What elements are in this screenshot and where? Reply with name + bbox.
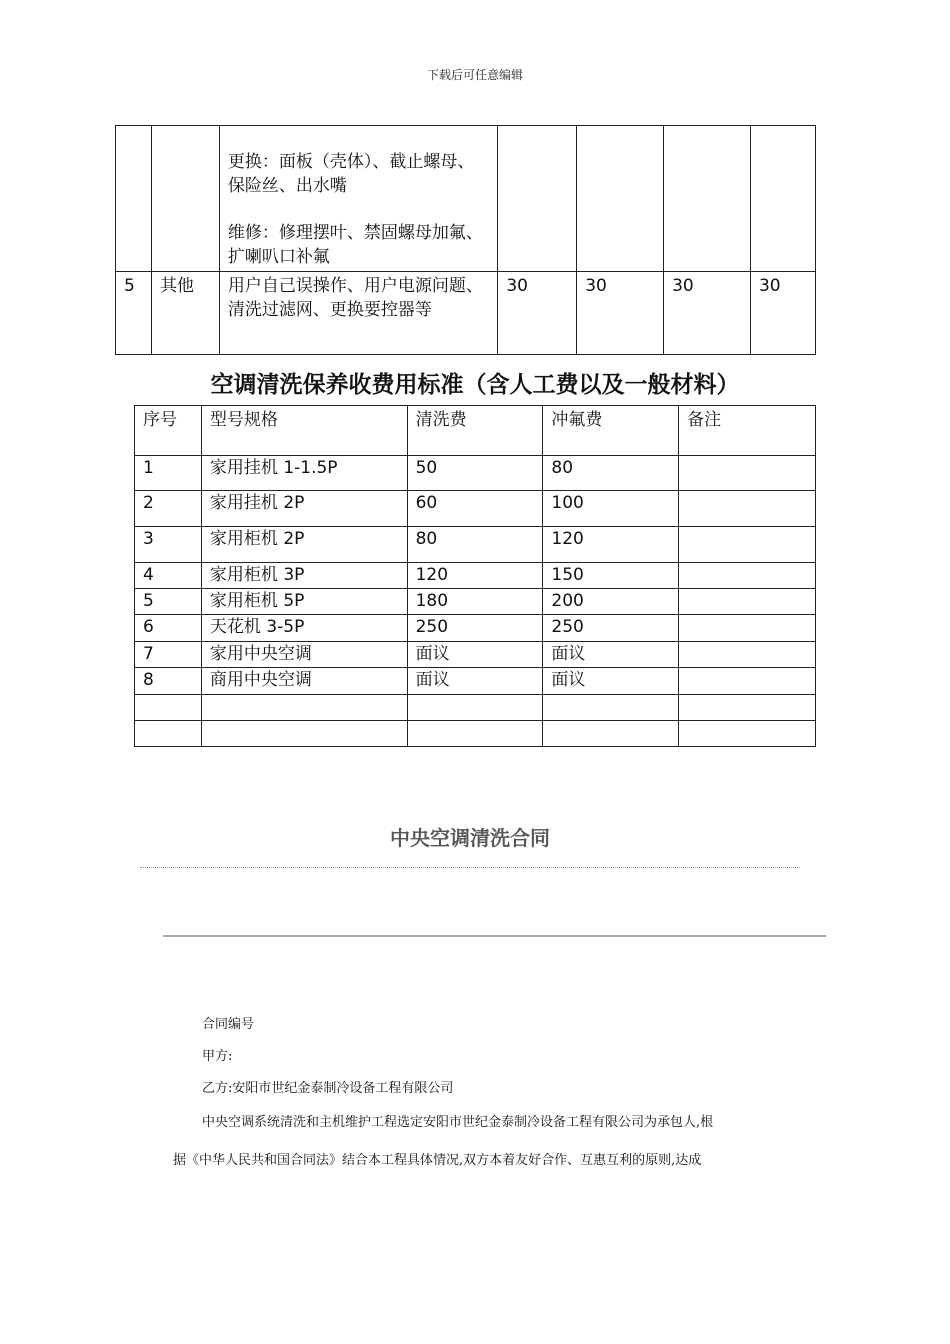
table-row	[135, 668, 816, 695]
table-cell	[407, 695, 543, 721]
table-row	[116, 126, 816, 272]
repair-fee-table	[115, 125, 816, 355]
table-cell: 120	[407, 563, 543, 589]
column-header: 冲氟费	[543, 406, 679, 456]
price-table-title: 空调清洗保养收费用标准（含人工费以及一般材料）	[210, 372, 740, 398]
column-header: 清洗费	[407, 406, 543, 456]
table-cell	[679, 695, 816, 721]
table-cell: 天花机 3-5P	[201, 615, 407, 642]
table-cell: 家用挂机 2P	[201, 491, 407, 527]
item-name-cell	[151, 126, 219, 272]
fee-cell: 30	[750, 272, 815, 355]
table-cell: 面议	[407, 642, 543, 668]
table-cell	[679, 527, 816, 563]
table-cell	[679, 563, 816, 589]
table-cell: 250	[543, 615, 679, 642]
table-row	[135, 721, 816, 747]
table-cell	[135, 721, 202, 747]
column-header: 型号规格	[201, 406, 407, 456]
table-cell: 4	[135, 563, 202, 589]
table-cell	[201, 721, 407, 747]
table-cell: 面议	[543, 668, 679, 695]
table-row	[135, 456, 816, 491]
item-name-cell: 其他	[151, 272, 219, 355]
table-cell: 2	[135, 491, 202, 527]
table-cell	[543, 721, 679, 747]
table-header-row	[135, 406, 816, 456]
table-cell: 80	[407, 527, 543, 563]
table-cell: 家用柜机 3P	[201, 563, 407, 589]
table-cell: 7	[135, 642, 202, 668]
header-note: 下载后可任意编辑	[426, 68, 523, 82]
table-cell: 面议	[543, 642, 679, 668]
party-b-line: 乙方:安阳市世纪金泰制冷设备工程有限公司	[202, 1081, 454, 1096]
body-text-line: 中央空调系统清洗和主机维护工程选定安阳市世纪金泰制冷设备工程有限公司为承包人,根	[202, 1115, 714, 1130]
table-cell: 6	[135, 615, 202, 642]
item-description-cell	[219, 272, 497, 355]
table-cell	[201, 695, 407, 721]
fee-cell	[577, 126, 664, 272]
table-cell: 3	[135, 527, 202, 563]
party-a-line: 甲方:	[202, 1049, 233, 1064]
table-row	[135, 615, 816, 642]
table-cell: 50	[407, 456, 543, 491]
column-header: 序号	[135, 406, 202, 456]
table-cell	[679, 642, 816, 668]
table-row	[135, 527, 816, 563]
contract-number-label: 合同编号	[202, 1017, 255, 1032]
description-line: 更换：面板（壳体）、截止螺母、保险丝、出水嘴	[227, 152, 475, 196]
table-cell: 150	[543, 563, 679, 589]
table-row	[135, 589, 816, 615]
body-text-line: 据《中华人民共和国合同法》结合本工程具体情况,双方本着友好合作、互惠互利的原则,达成	[173, 1153, 702, 1168]
table-cell: 家用挂机 1-1.5P	[201, 456, 407, 491]
solid-divider	[163, 935, 826, 937]
table-cell	[679, 491, 816, 527]
table-cell: 80	[543, 456, 679, 491]
fee-cell	[664, 126, 751, 272]
table-cell	[679, 456, 816, 491]
contract-heading: 中央空调清洗合同	[390, 826, 550, 850]
table-row	[135, 563, 816, 589]
table-cell: 1	[135, 456, 202, 491]
fee-cell: 30	[577, 272, 664, 355]
table-cell: 家用柜机 5P	[201, 589, 407, 615]
column-header: 备注	[679, 406, 816, 456]
table-cell: 100	[543, 491, 679, 527]
table-cell: 家用柜机 2P	[201, 527, 407, 563]
fee-cell	[750, 126, 815, 272]
table-cell: 60	[407, 491, 543, 527]
table-cell	[679, 589, 816, 615]
table-cell	[679, 615, 816, 642]
table-cell	[543, 695, 679, 721]
fee-cell: 30	[498, 272, 577, 355]
table-cell	[679, 721, 816, 747]
table-row	[135, 695, 816, 721]
fee-cell	[498, 126, 577, 272]
fee-cell: 30	[664, 272, 751, 355]
table-cell: 200	[543, 589, 679, 615]
table-cell: 面议	[407, 668, 543, 695]
table-row	[135, 642, 816, 668]
table-cell: 5	[135, 589, 202, 615]
table-cell: 120	[543, 527, 679, 563]
cleaning-price-table	[134, 405, 816, 747]
table-row	[135, 491, 816, 527]
table-cell: 250	[407, 615, 543, 642]
table-row	[116, 272, 816, 355]
description-line: 维修：修理摆叶、禁固螺母加氟、扩喇叭口补氟	[227, 223, 483, 267]
table-cell	[135, 695, 202, 721]
description-line: 用户自己误操作、用户电源问题、清洗过滤网、更换要控器等	[227, 276, 483, 320]
table-cell: 家用中央空调	[201, 642, 407, 668]
table-cell: 商用中央空调	[201, 668, 407, 695]
item-description-cell	[219, 126, 497, 272]
dotted-divider	[140, 867, 800, 868]
table-cell	[679, 668, 816, 695]
table-cell: 8	[135, 668, 202, 695]
table-cell: 180	[407, 589, 543, 615]
row-number-cell	[116, 126, 152, 272]
table-cell	[407, 721, 543, 747]
row-number-cell: 5	[116, 272, 152, 355]
